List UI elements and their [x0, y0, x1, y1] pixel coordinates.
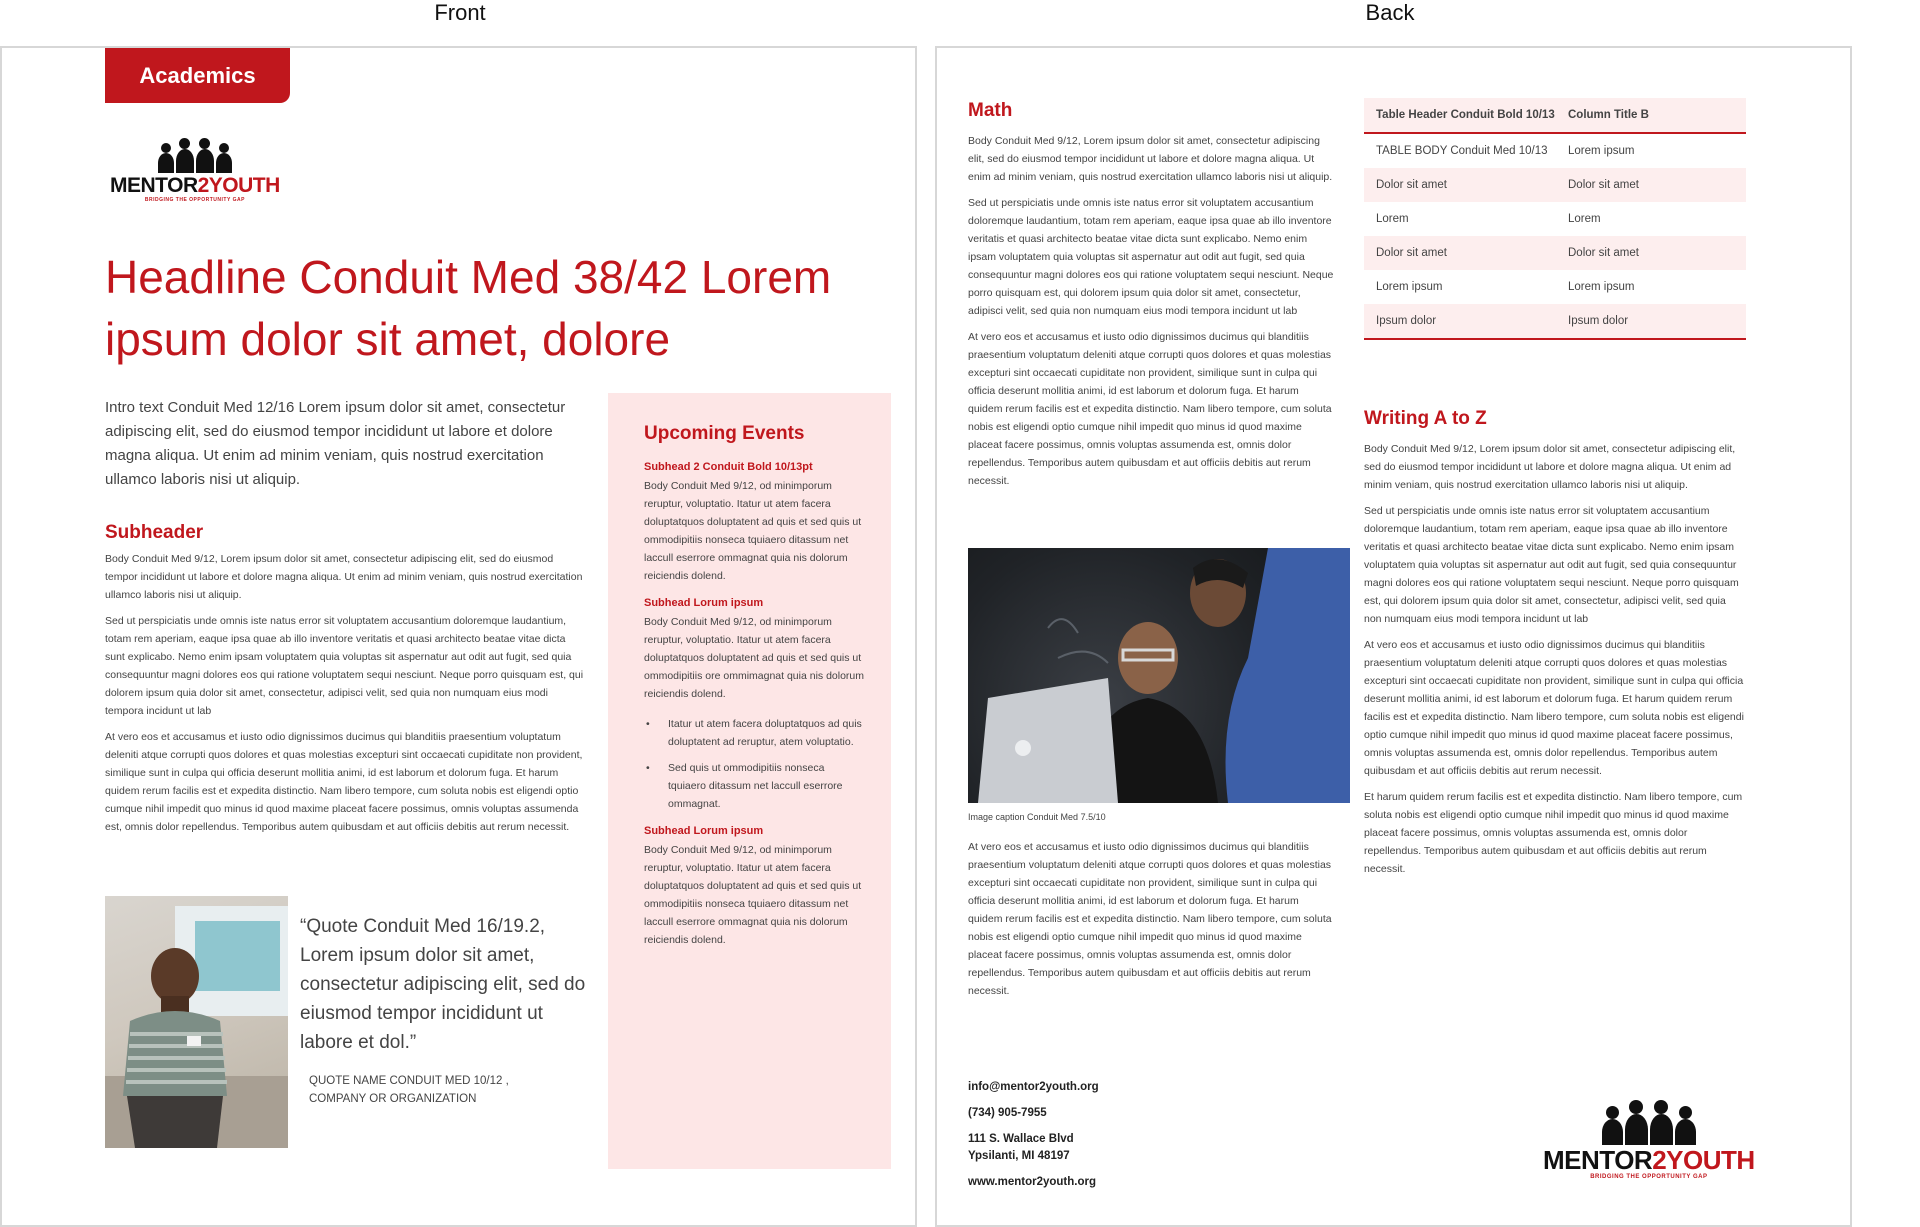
table-cell: Lorem	[1568, 213, 1601, 225]
front-page	[0, 46, 917, 1227]
body-paragraph: Sed ut perspiciatis unde omnis iste natus error sit voluptatem accusantium doloremque laudantium, totam rem aperiam, eaque ipsa quae ab illo inventore veritatis et quasi architecto beatae vitae dicta sunt explicabo. Nemo enim ipsam voluptatem quia voluptas sit aspernatur aut odit aut fugit, sed quia consequuntur magni dolores eos qui ratione voluptatem sequi nesciunt. Neque porro quisquam est, qui dolorem ipsum quia dolor sit amet, consectetur, adipisci velit, sed quia non numquam eius modi tempora incidunt ut lab	[105, 615, 584, 717]
events-content	[644, 461, 864, 961]
math-title: Math	[968, 100, 1013, 121]
upcoming-events-panel	[608, 393, 891, 1169]
table-cell: Lorem ipsum	[1568, 281, 1635, 293]
table-cell: Dolor sit amet	[1376, 247, 1447, 259]
logo	[110, 138, 280, 203]
table-row	[1364, 202, 1746, 236]
table-cell: Dolor sit amet	[1568, 247, 1639, 259]
events-subhead: Subhead Lorum ipsum	[644, 597, 764, 609]
table-row	[1364, 270, 1746, 304]
list-item: • Itatur ut atem facera doluptatquos ad quis doluptatent ad reruptur, atem voluptatio.	[644, 715, 864, 751]
back-page	[935, 46, 1852, 1227]
logo-figures-icon	[1601, 1100, 1697, 1145]
academics-tab: Academics	[105, 48, 290, 103]
contact-address-line-1: 111 S. Wallace Blvd	[968, 1133, 1074, 1145]
table-cell: TABLE BODY Conduit Med 10/13	[1376, 145, 1548, 157]
body-paragraph: At vero eos et accusamus et iusto odio dignissimos ducimus qui blanditiis praesentium voluptatum deleniti atque corrupti quos dolores et quas molestias excepturi sint occaecati cupiditate non provident, similique sunt in culpa qui officia deserunt mollitia animi, id est laborum et dolorum fuga. Et harum quidem rerum facilis est et expedita distinctio. Nam libero tempore, cum soluta nobis est eligendi optio cumque nihil impedit quo minus id quod maxime placeat facere possimus, omnis voluptas assumenda est, omnis dolor repellendus. Temporibus autem quibusdam et aut officiis debitis aut rerum necessit.	[968, 331, 1332, 487]
table-row	[1364, 134, 1746, 168]
logo-tagline: BRIDGING THE OPPORTUNITY GAP	[144, 197, 245, 203]
body-paragraph: Body Conduit Med 9/12, Lorem ipsum dolor sit amet, consectetur adipiscing elit, sed do eiusmod tempor incididunt ut labore et dolore magna aliqua. Ut enim ad minim veniam, quis nostrud exercitation ullamco laboris nisi ut aliquip.	[968, 135, 1333, 183]
body-paragraph: At vero eos et accusamus et iusto odio dignissimos ducimus qui blanditiis praesentium voluptatum deleniti atque corrupti quos dolores et quas molestias excepturi sint occaecati cupiditate non provident, similique sunt in culpa qui officia deserunt mollitia animi, id est laborum et dolorum fuga. Et harum quidem rerum facilis est et expedita distinctio. Nam libero tempore, cum soluta nobis est eligendi optio cumque nihil impedit quo minus id quod maxime placeat facere possimus, omnis voluptas assumenda est, omnis dolor repellendus. Temporibus autem quibusdam et aut officiis debitis aut rerum necessit.	[105, 731, 583, 833]
front-label: Front	[434, 0, 486, 25]
body-paragraph: Body Conduit Med 9/12, Lorem ipsum dolor sit amet, consectetur adipiscing elit, sed do eiusmod tempor incididunt ut labore et dolore magna aliqua. Ut enim ad minim veniam, quis nostrud exercitation ullamco laboris nisi ut aliquip.	[1364, 443, 1736, 491]
laptop-photo-illustration	[968, 548, 1350, 803]
table-row	[1364, 236, 1746, 270]
logo-mentor-text: MENTOR	[1543, 1145, 1653, 1175]
body-paragraph: Body Conduit Med 9/12, Lorem ipsum dolor sit amet, consectetur adipiscing elit, sed do eiusmod tempor incididunt ut labore et dolore magna aliqua. Ut enim ad minim veniam, quis nostrud exercitation ullamco laboris nisi ut aliquip.	[105, 553, 583, 601]
table-header-cell: Column Title B	[1568, 109, 1649, 121]
table-header-cell: Table Header Conduit Bold 10/13	[1376, 109, 1555, 121]
events-body: Body Conduit Med 9/12, od minimporum reruptur, voluptatio. Itatur ut atem facera doluptatquos doluptatent ad quis et sed quis ut ommodipitiis nonseca tquiaero ditassum net laccull eserrore ommagnat quia nis dolorum reiciendis dolend.	[644, 480, 862, 582]
table-cell: Lorem ipsum	[1376, 281, 1443, 293]
table-cell: Lorem	[1376, 213, 1409, 225]
body-paragraph: At vero eos et accusamus et iusto odio dignissimos ducimus qui blanditiis praesentium voluptatum deleniti atque corrupti quos dolores et quas molestias excepturi sint occaecati cupiditate non provident, similique sunt in culpa qui officia deserunt mollitia animi, id est laborum et dolorum fuga. Et harum quidem rerum facilis est et expedita distinctio. Nam libero tempore, cum soluta nobis est eligendi optio cumque nihil impedit quo minus id quod maxime placeat facere possimus, omnis voluptas assumenda est, omnis dolor repellendus. Temporibus autem quibusdam et aut officiis debitis aut rerum necessit.	[968, 841, 1332, 997]
data-table	[1364, 98, 1746, 340]
math-body-text	[968, 132, 1336, 498]
table-cell: Lorem ipsum	[1568, 145, 1635, 157]
contact-email: info@mentor2youth.org	[968, 1081, 1099, 1093]
events-subhead: Subhead Lorum ipsum	[644, 825, 764, 837]
events-title: Upcoming Events	[644, 423, 805, 444]
laptop-photo	[968, 548, 1350, 803]
body-paragraph: Sed ut perspiciatis unde omnis iste natus error sit voluptatem accusantium doloremque laudantium, totam rem aperiam, eaque ipsa quae ab illo inventore veritatis et quasi architecto beatae vitae dicta sunt explicabo. Nemo enim ipsam voluptatem quia voluptas sit aspernatur aut odit aut fugit, sed quia consequuntur magni dolores eos qui ratione voluptatem sequi nesciunt. Neque porro quisquam est, qui dolorem ipsum quia dolor sit amet, consectetur, adipisci velit, sed quia non numquam eius modi tempora incidunt ut lab	[968, 197, 1334, 317]
headline: Headline Conduit Med 38/42 Lorem ipsum dolor sit amet, dolore	[105, 251, 832, 365]
logo-youth-text: 2YOUTH	[1652, 1145, 1755, 1175]
table-header-row	[1364, 98, 1746, 134]
math-body-text-2	[968, 838, 1336, 1008]
logo-mentor-text: MENTOR	[110, 174, 198, 197]
body-paragraph: Sed ut perspiciatis unde omnis iste natus error sit voluptatem accusantium doloremque laudantium, totam rem aperiam, eaque ipsa quae ab illo inventore veritatis et quasi architecto beatae vitae dicta sunt explicabo. Nemo enim ipsam voluptatem quia voluptas sit aspernatur aut odit aut fugit, sed quia consequuntur magni dolores eos qui ratione voluptatem sequi nesciunt. Neque porro quisquam est, qui dolorem ipsum quia dolor sit amet, consectetur, adipisci velit, sed quia non numquam eius modi tempora incidunt ut lab	[1364, 505, 1739, 625]
speaker-photo	[105, 896, 288, 1148]
table-cell: Ipsum dolor	[1568, 315, 1629, 327]
table-cell: Ipsum dolor	[1376, 315, 1437, 327]
list-item: • Sed quis ut ommodipitiis nonseca tquiaero ditassum net laccull eserrore ommagnat.	[644, 759, 864, 813]
body-paragraph: Et harum quidem rerum facilis est et expedita distinctio. Nam libero tempore, cum soluta nobis est eligendi optio cumque nihil impedit quo minus id quod maxime placeat facere possimus, omnis voluptas assumenda est, omnis dolor repellendus. Temporibus autem quibusdam et aut officiis debitis aut rerum necessit.	[1364, 791, 1743, 875]
body-paragraph: At vero eos et accusamus et iusto odio dignissimos ducimus qui blanditiis praesentium voluptatum deleniti atque corrupti quos dolores et quas molestias excepturi sint occaecati cupiditate non provident, similique sunt in culpa qui officia deserunt mollitia animi, id est laborum et dolorum fuga. Et harum quidem rerum facilis est et expedita distinctio. Nam libero tempore, cum soluta nobis est eligendi optio cumque nihil impedit quo minus id quod maxime placeat facere possimus, omnis voluptas assumenda est, omnis dolor repellendus. Temporibus autem quibusdam et aut officiis debitis aut rerum necessit.	[1364, 639, 1744, 777]
back-logo	[1543, 1100, 1755, 1180]
logo-figures-icon	[157, 138, 233, 173]
table-cell: Dolor sit amet	[1376, 179, 1447, 191]
intro-text: Intro text Conduit Med 12/16 Lorem ipsum dolor sit amet, consectetur adipiscing elit, sed do eiusmod tempor incididunt ut labore et dolore magna aliqua. Ut enim ad minim veniam, quis nostrud exercitation ullamco laboris nisi ut aliquip.	[105, 399, 566, 488]
subheader: Subheader	[105, 522, 204, 543]
writing-body-text	[1364, 440, 1746, 886]
back-label: Back	[1365, 0, 1415, 25]
events-body: Body Conduit Med 9/12, od minimporum reruptur, voluptatio. Itatur ut atem facera doluptatquos doluptatent ad quis et sed quis ut ommodipitiis ore ommimagnat quia nis dolorum reiciendis dolend.	[644, 616, 865, 700]
image-caption: Image caption Conduit Med 7.5/10	[968, 812, 1106, 822]
table-row	[1364, 168, 1746, 202]
logo-youth-text: 2YOUTH	[197, 174, 280, 197]
events-bullet-list	[644, 715, 864, 813]
writing-title: Writing A to Z	[1364, 408, 1487, 429]
events-body: Body Conduit Med 9/12, od minimporum reruptur, voluptatio. Itatur ut atem facera doluptatquos doluptatent ad quis et sed quis ut ommodipitiis nonseca tquiaero ditassum net laccull eserrore ommagnat quia nis dolorum reiciendis dolend.	[644, 844, 862, 946]
contact-website: www.mentor2youth.org	[968, 1176, 1096, 1188]
table-cell: Dolor sit amet	[1568, 179, 1639, 191]
events-subhead: Subhead 2 Conduit Bold 10/13pt	[644, 461, 813, 473]
speaker-photo-illustration	[105, 896, 288, 1148]
quote-name: QUOTE NAME CONDUIT MED 10/12 , COMPANY OR ORGANIZATION	[309, 1075, 509, 1105]
table-row	[1364, 304, 1746, 340]
contact-address-line-2: Ypsilanti, MI 48197	[968, 1150, 1070, 1162]
pull-quote: “Quote Conduit Med 16/19.2, Lorem ipsum dolor sit amet, consectetur adipiscing elit, sed do eiusmod tempor incididunt ut labore et dol.”	[300, 916, 586, 1053]
contact-phone: (734) 905-7955	[968, 1107, 1047, 1119]
front-body-text	[105, 550, 585, 844]
logo-tagline: BRIDGING THE OPPORTUNITY GAP	[1590, 1174, 1708, 1180]
